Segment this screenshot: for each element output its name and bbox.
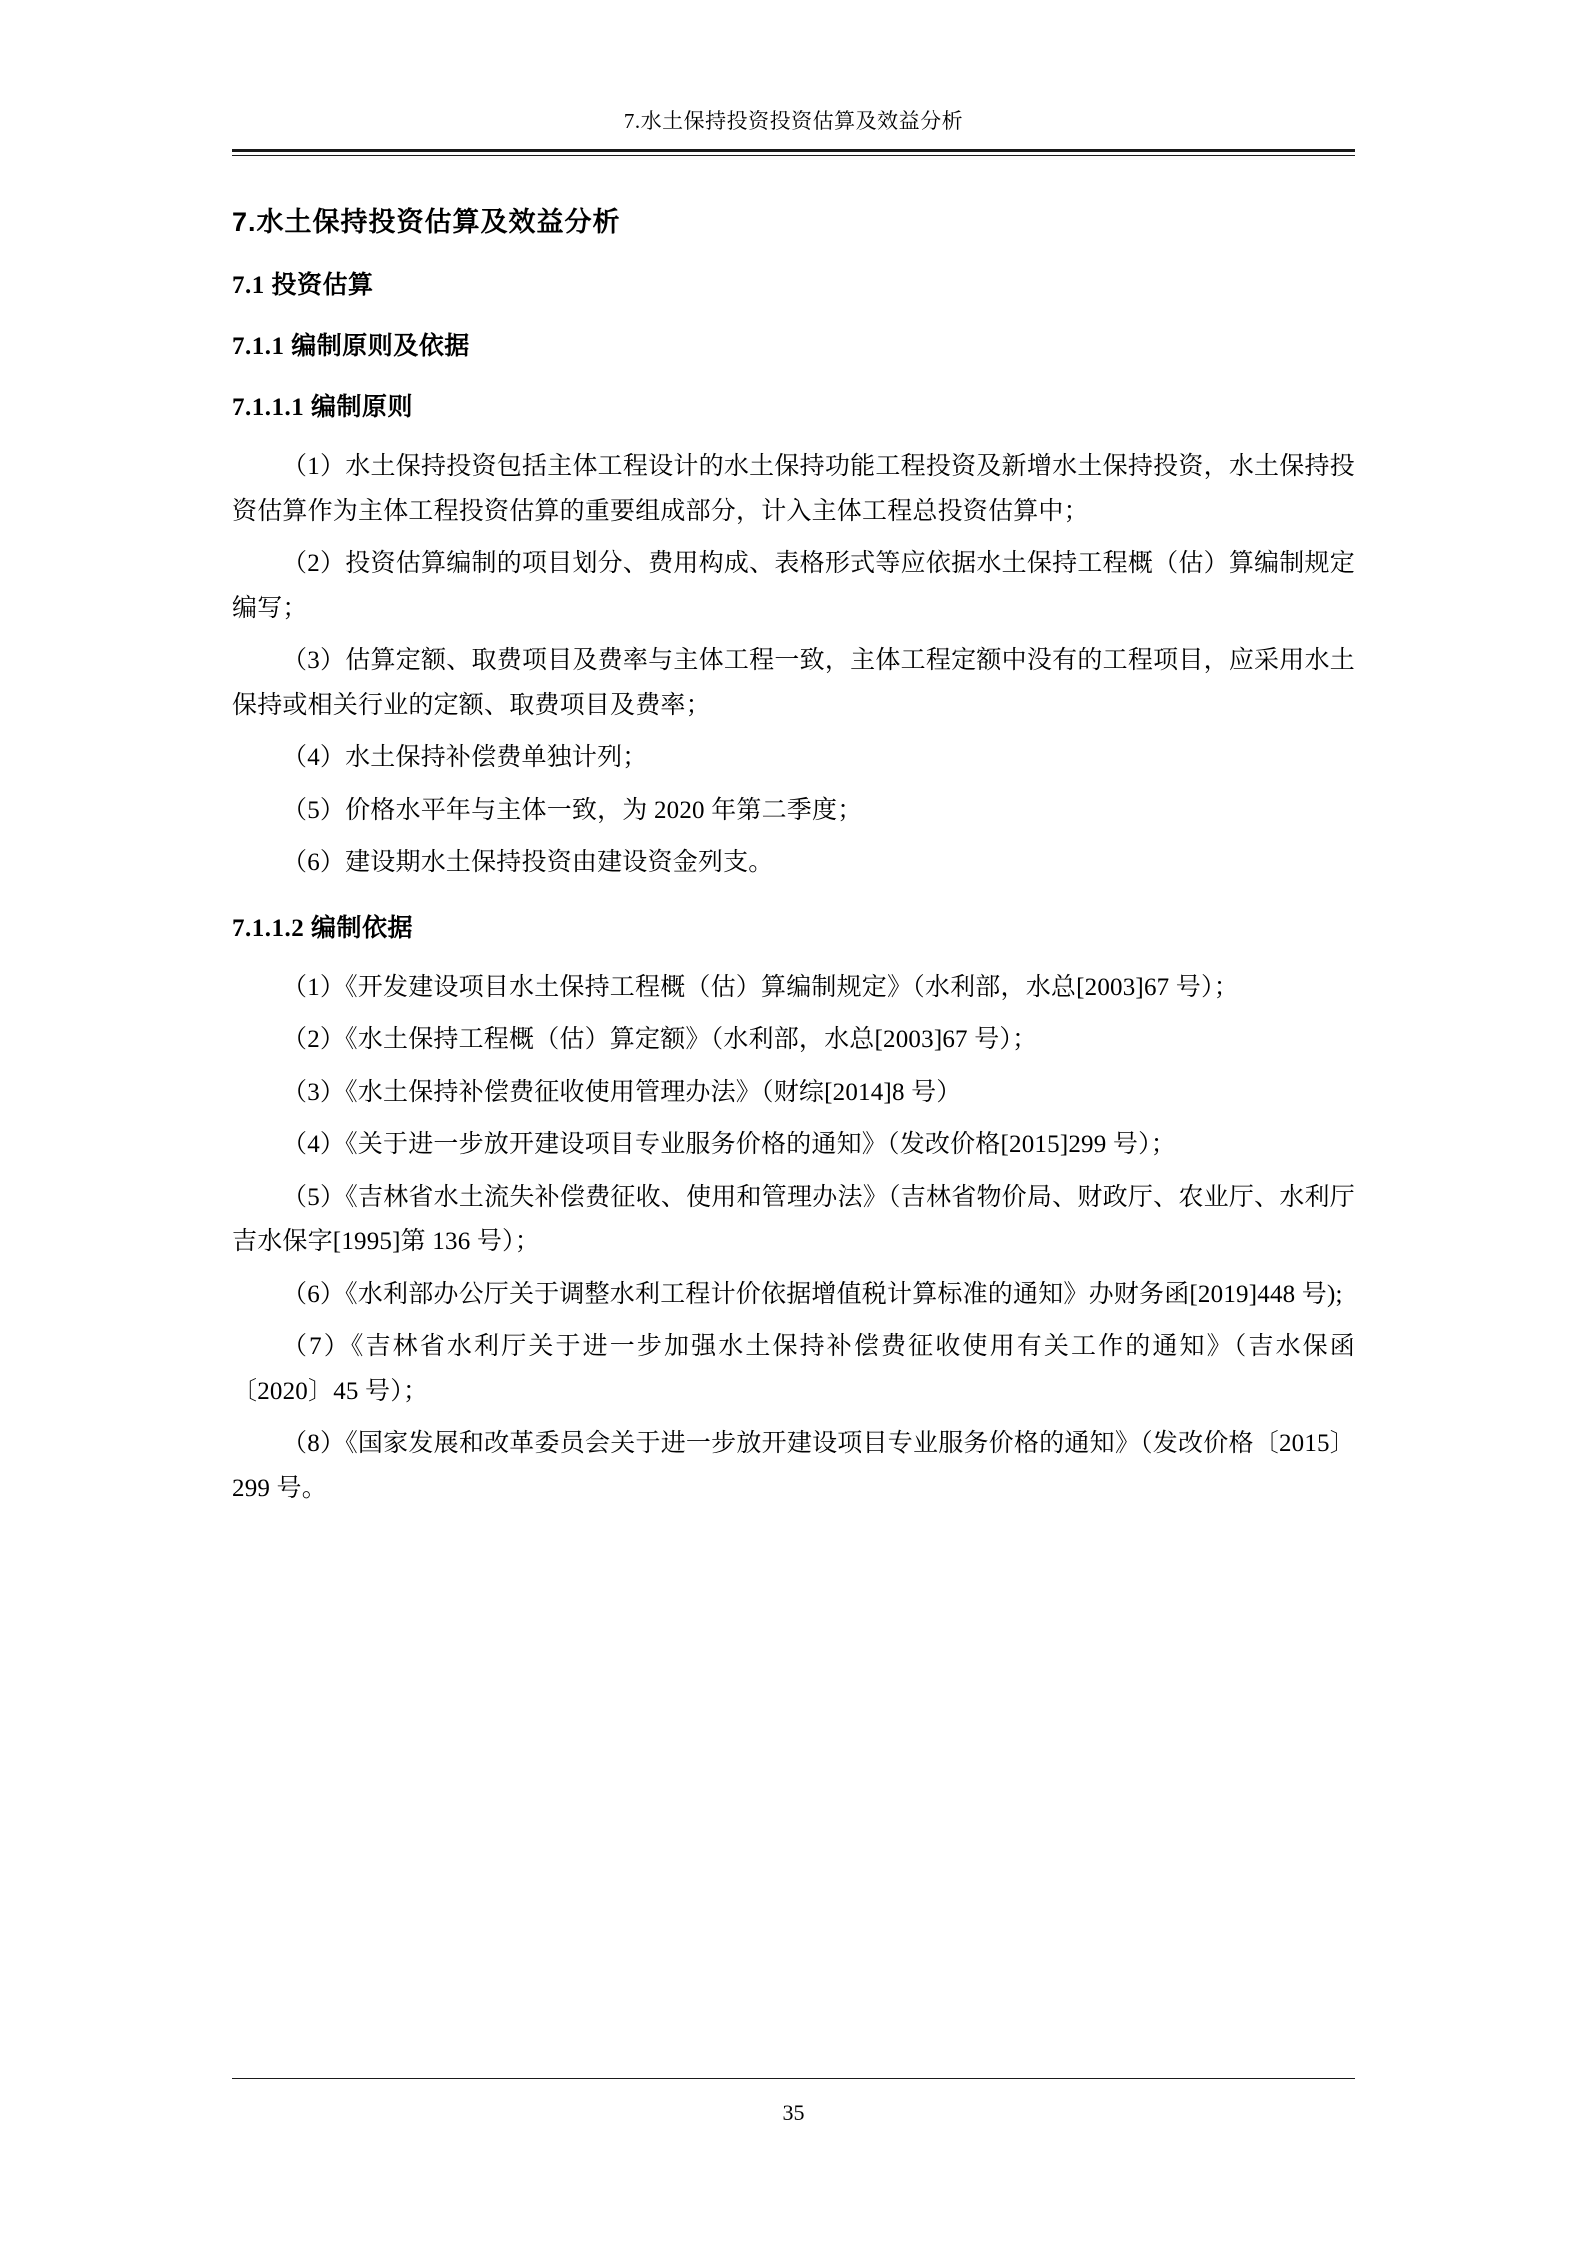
basis-item: （2）《水土保持工程概（估）算定额》（水利部，水总[2003]67 号）； [282,1026,1038,1053]
footer-divider [232,2078,1355,2079]
principle-item: （6）建设期水土保持投资由建设资金列支。 [282,849,774,876]
basis-item: （5）《吉林省水土流失补偿费征收、使用和管理办法》（吉林省物价局、财政厅、农业厅、水利厅吉水保字[1995]第 136 号）； [232,1183,1355,1255]
heading-7-1-1-1: 7.1.1.1 编制原则 [232,394,414,421]
principle-item: （1）水土保持投资包括主体工程设计的水土保持功能工程投资及新增水土保持投资，水土保持投资估算作为主体工程投资估算的重要组成部分，计入主体工程总投资估算中； [232,453,1355,525]
basis-item: （4）《关于进一步放开建设项目专业服务价格的通知》（发改价格[2015]299 号）； [282,1131,1177,1158]
principle-item: （3）估算定额、取费项目及费率与主体工程一致，主体工程定额中没有的工程项目，应采用水土保持或相关行业的定额、取费项目及费率； [232,647,1355,719]
heading-7-1-1-2: 7.1.1.2 编制依据 [232,914,414,942]
principle-item: （5）价格水平年与主体一致，为 2020 年第二季度； [282,796,863,824]
heading-7-1-1: 7.1.1 编制原则及依据 [232,333,470,360]
page-number: 35 [782,2100,805,2125]
heading-7-1: 7.1 投资估算 [232,272,374,299]
document-body [232,200,1355,1511]
header-divider [232,149,1355,156]
basis-item: （3）《水土保持补偿费征收使用管理办法》（财综[2014]8 号） [282,1078,962,1106]
basis-item: （1）《开发建设项目水土保持工程概（估）算编制规定》（水利部，水总[2003]67 号）； [282,973,1239,1001]
basis-item: （8）《国家发展和改革委员会关于进一步放开建设项目专业服务价格的通知》（发改价格〔2015〕299 号。 [232,1430,1355,1502]
principle-item: （2）投资估算编制的项目划分、费用构成、表格形式等应依据水土保持工程概（估）算编制规定编写； [232,550,1355,622]
basis-item: （6）《水利部办公厅关于调整水利工程计价依据增值税计算标准的通知》办财务函[2019]448 号); [282,1280,1343,1308]
running-header: 7.水土保持投资投资估算及效益分析 [623,109,964,133]
page-content [232,0,1355,1519]
principle-item: （4）水土保持补偿费单独计列； [282,744,648,771]
basis-item: （7）《吉林省水利厅关于进一步加强水土保持补偿费征收使用有关工作的通知》（吉水保函〔2020〕45 号）； [232,1333,1355,1405]
page-title: 7.水土保持投资估算及效益分析 [232,207,621,237]
